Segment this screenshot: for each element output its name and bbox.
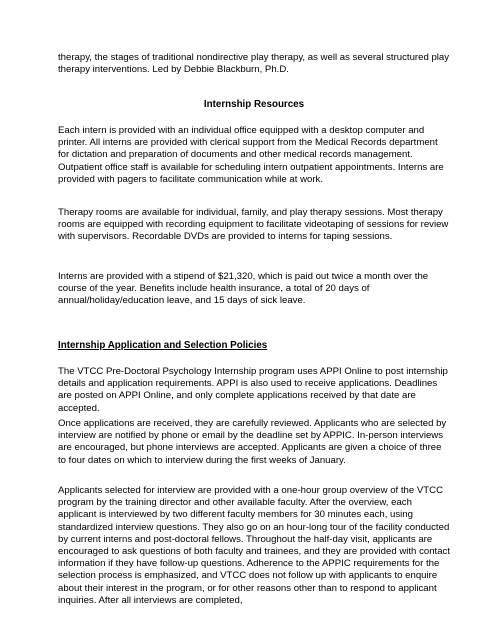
paragraph-stipend: Interns are provided with a stipend of $21,320, which is paid out twice a month over the course of the year. Benefits include health insurance, a total of 20 days of annual/holiday/education leave, and 15 days of sick leave.: [58, 271, 429, 307]
paragraph-appi-online: The VTCC Pre-Doctoral Psychology Internship program uses APPI Online to post internship details and application requirements. APPI is also used to receive applications. Deadlines are posted on APPI Online, and only complete applications received by that date are accepted.: [58, 366, 448, 414]
paragraph-interview-process: Applicants selected for interview are provided with a one-hour group overview of the VTCC program by the training director and other available faculty. After the overview, each applicant is interviewed by two different faculty members for 30 minutes each, using standardized interview questions. They also go on an hour-long tour of the facility conducted by current interns and post-doctoral fellows. Throughout the half-day visit, applicants are encouraged to ask questions of both faculty and trainees, and they are provided with contact information if they have follow-up questions. Adherence to the APPIC requirements for the selection process is emphasized, and VTCC does not follow up with applicants to enquire about their interest in the program, or for other reasons other than to respond to applicant inquiries. After all interviews are completed,: [58, 485, 450, 606]
paragraph-office-resources: Each intern is provided with an individual office equipped with a desktop computer and printer. All interns are provided with clerical support from the Medical Records department for dictation and preparation of documents and other medical records management. Outpatient office staff is available for scheduling intern outpatient appointments. Interns are provided with pagers to facilitate communication while at work.: [58, 125, 444, 185]
heading-internship-resources: Internship Resources: [203, 99, 305, 110]
paragraph-therapy-rooms: Therapy rooms are available for individual, family, and play therapy sessions. Most therapy rooms are equipped with recording equipment to facilitate videotaping of sessions for review with supervisors. Recordable DVDs are provided to interns for taping sessions.: [58, 207, 449, 243]
paragraph-application-review: Once applications are received, they are carefully reviewed. Applicants who are selected by interview are notified by phone or email by the deadline set by APPIC. In-person interviews are encouraged, but phone interviews are accepted. Applicants are given a choice of three to four dates on which to interview during the first weeks of January.: [58, 418, 447, 466]
heading-application-policies: Internship Application and Selection Policies: [58, 340, 268, 351]
paragraph-intro-continued: therapy, the stages of traditional nondirective play therapy, as well as several structured play therapy interventions. Led by Debbie Blackburn, Ph.D.: [58, 52, 450, 76]
